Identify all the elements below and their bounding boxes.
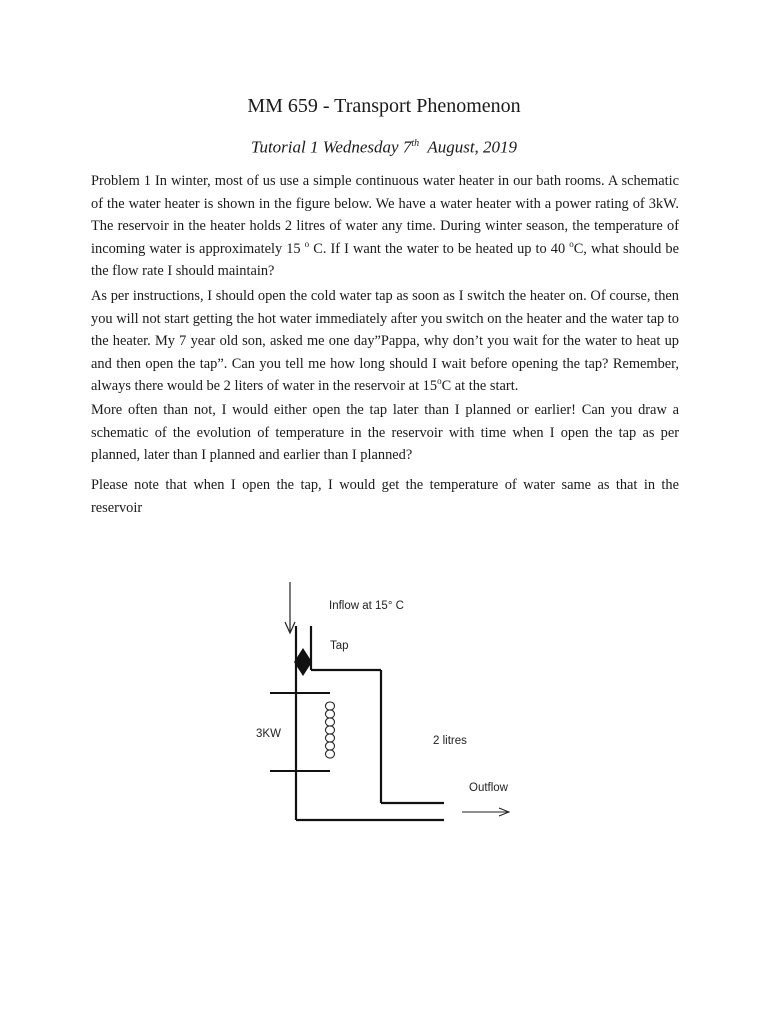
schematic-question-paragraph: More often than not, I would either open the tap later than I planned or earlier! Can you draw a schematic of the evolution of temperature in the reservoir with time when I open the tap as per planned, later than I planned and earlier than I planned? xyxy=(91,402,679,463)
instructions-paragraph xyxy=(91,285,679,398)
power-label: 3KW xyxy=(256,728,281,740)
outflow-label: Outflow xyxy=(469,782,508,794)
instructions-text-2: C at the start. xyxy=(441,378,519,394)
degree-superscript: o xyxy=(569,238,574,249)
degree-superscript: o xyxy=(304,238,310,249)
page-subtitle xyxy=(0,133,768,159)
problem-text-3: C, what should be the flow rate I should maintain? xyxy=(91,240,679,279)
problem-text-2: C. If I want the water to be heated up to 40 xyxy=(309,240,570,257)
subtitle-superscript: th xyxy=(411,138,420,149)
inflow-label: Inflow at 15° C xyxy=(329,600,404,612)
volume-label: 2 litres xyxy=(433,735,467,747)
page-title: MM 659 - Transport Phenomenon xyxy=(247,95,521,117)
heater-coil-icon xyxy=(326,702,335,758)
water-heater-schematic xyxy=(240,570,540,840)
subtitle-date: August, 2019 xyxy=(427,137,518,157)
problem-text-1: Problem 1 In winter, most of us use a simple continuous water heater in our bath rooms. A schematic of the water heater is shown in the figure below. We have a water heater with a power rating of 3kW. The reservoir in the heater holds 2 litres of water any time. During winter season, the temperature of incoming water is approximately 15 xyxy=(91,173,679,257)
note-paragraph: Please note that when I open the tap, I would get the temperature of water same as that in the reservoir xyxy=(91,477,679,516)
degree-superscript: o xyxy=(437,376,442,387)
problem-paragraph xyxy=(91,170,679,283)
tap-label: Tap xyxy=(330,640,349,652)
instructions-text-1: As per instructions, I should open the cold water tap as soon as I switch the heater on. Of course, then you will not start getting the hot water immediately after you switch on the heater and the water tap to the heater. My 7 year old son, asked me one day”Pappa, why don’t you wait for the water to heat up and then open the tap”. Can you tell me how long should I wait before opening the tap? Remember, always there would be 2 liters of water in the reservoir at 15 xyxy=(91,288,679,394)
subtitle-text: Tutorial 1 Wednesday 7 xyxy=(250,137,412,157)
